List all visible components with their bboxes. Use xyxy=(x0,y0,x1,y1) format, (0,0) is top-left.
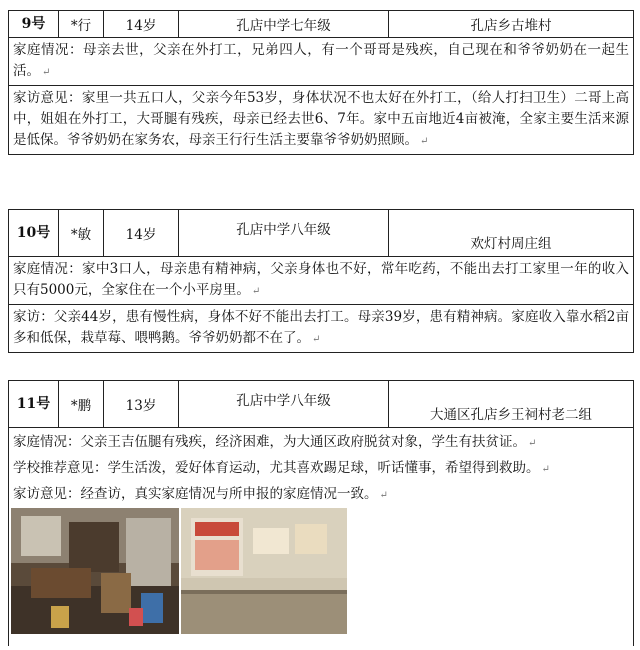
row-text: 学校推荐意见：学生活泼，爱好体育运动，尤其喜欢踢足球，听话懂事，希望得到救助。 xyxy=(13,460,540,476)
paragraph-mark-icon: ↵ xyxy=(312,334,321,345)
family-situation xyxy=(9,428,633,456)
student-age: 13岁 xyxy=(104,381,179,427)
student-name: *行 xyxy=(59,11,104,37)
record-number: 11号 xyxy=(9,381,59,427)
student-school: 孔店中学七年级 xyxy=(179,11,389,37)
home-interior-photo xyxy=(11,508,179,634)
row-text: 家庭情况：父亲王吉伍腿有残疾，经济困难，为大通区政府脱贫对象，学生有扶贫证。 xyxy=(13,434,526,450)
home-wall-photo xyxy=(181,508,347,634)
student-name: *敏 xyxy=(59,210,104,256)
home-visit-opinion xyxy=(9,305,633,353)
home-visit-opinion xyxy=(9,482,633,508)
record-header xyxy=(9,209,633,257)
row-text: 家访意见：经查访，真实家庭情况与所申报的家庭情况一致。 xyxy=(13,486,378,502)
family-situation xyxy=(9,38,633,86)
paragraph-mark-icon: ↵ xyxy=(420,136,429,147)
paragraph-mark-icon: ↵ xyxy=(379,490,388,501)
record-number: 9号 xyxy=(9,11,59,37)
record-header xyxy=(9,380,633,428)
student-address: 孔店乡古堆村 xyxy=(470,18,552,34)
paragraph-mark-icon: ↵ xyxy=(42,67,51,78)
student-address: 欢灯村周庄组 xyxy=(470,236,552,252)
student-address: 大通区孔店乡王祠村老二组 xyxy=(430,407,592,423)
row-text: 家庭情况：家中3口人，母亲患有精神病，父亲身体也不好，常年吃药，不能出去打工家里一年的收入只有5000元，全家住在一个小平房里。 xyxy=(13,261,629,298)
family-situation xyxy=(9,257,633,305)
row-text: 家访：父亲44岁，患有慢性病，身体不好不能出去打工。母亲39岁，患有精神病。家庭收入靠水稻2亩多和低保，栽草莓、喂鸭鹅。爷爷奶奶都不在了。 xyxy=(13,309,629,346)
record-number: 10号 xyxy=(9,210,59,256)
record-9 xyxy=(8,10,634,155)
row-text: 家访意见：家里一共五口人，父亲今年53岁，身体状况不也太好在外打工，（给人打扫卫生）二哥上高中，姐姐在外打工，大哥腿有残疾，母亲已经去世6、7年。家中五亩地近4亩被淹，全家主要生活来源是低保。爷爷奶奶在家务农，母亲王行行生活主要靠爷爷奶奶照顾。 xyxy=(13,90,629,148)
student-age: 14岁 xyxy=(104,11,179,37)
student-name: *鹏 xyxy=(59,381,104,427)
row-text: 家庭情况：母亲去世，父亲在外打工，兄弟四人，有一个哥哥是残疾，自己现在和爷爷奶奶在一起生活。 xyxy=(13,42,629,79)
record-header xyxy=(9,10,633,38)
school-recommendation xyxy=(9,456,633,482)
student-age: 14岁 xyxy=(104,210,179,256)
home-wall-image xyxy=(181,508,347,634)
paragraph-mark-icon: ↵ xyxy=(541,464,550,475)
home-visit-opinion xyxy=(9,86,633,155)
home-interior-image xyxy=(11,508,179,634)
record-10 xyxy=(8,209,634,353)
student-school: 孔店中学八年级 xyxy=(179,210,389,256)
paragraph-mark-icon: ↵ xyxy=(528,438,537,449)
student-school: 孔店中学八年级 xyxy=(179,381,389,427)
paragraph-mark-icon: ↵ xyxy=(251,286,261,297)
